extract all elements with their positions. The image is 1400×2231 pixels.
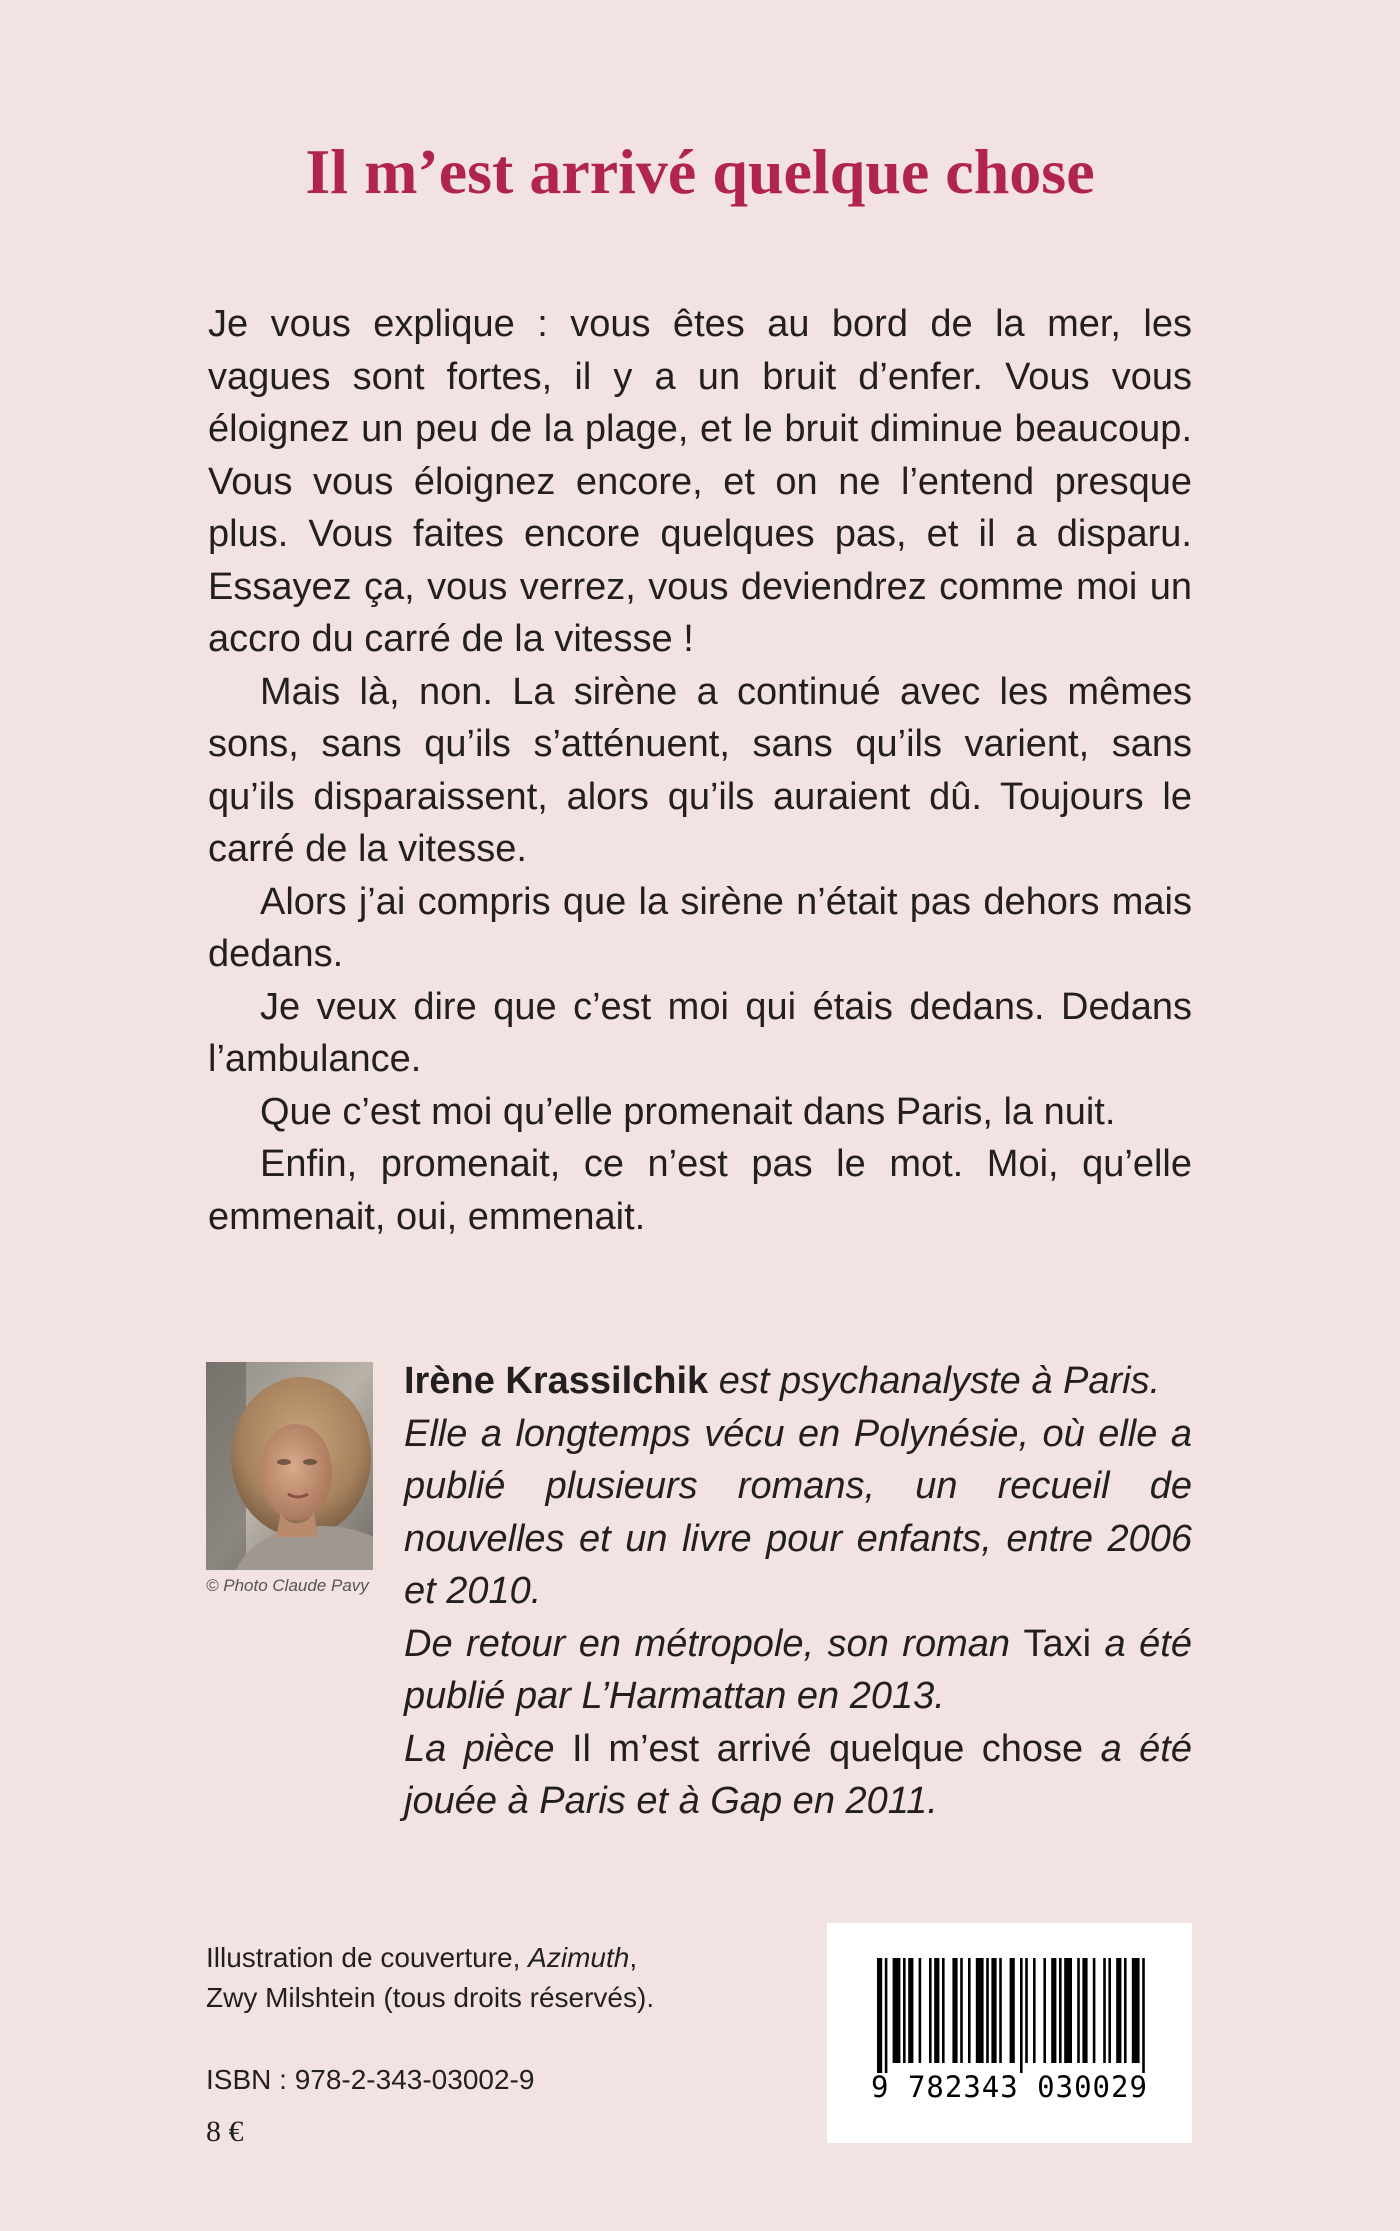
book-title-taxi: Taxi (1023, 1622, 1092, 1665)
bio-line (404, 1723, 1192, 1828)
barcode-bar (960, 1958, 963, 2063)
barcode-bar (991, 1958, 996, 2063)
excerpt-paragraph: Enfin, promenait, ce n’est pas le mot. Moi, qu’elle emmenait, oui, emmenait. (208, 1143, 1192, 1238)
back-cover-excerpt (208, 298, 1192, 1243)
author-name: Irène Krassilchik (404, 1360, 709, 1402)
barcode-bar (942, 1958, 945, 2063)
artwork-title: Azimuth (528, 1942, 630, 1973)
barcode-bar (1059, 1958, 1062, 2063)
barcode-bar (908, 1958, 913, 2063)
bio-text: a été jouée à Paris et à Gap en 2011. (404, 1727, 1192, 1822)
barcode-bar (1132, 1958, 1140, 2063)
barcode-bar (934, 1958, 939, 2063)
barcode-bar (877, 1958, 882, 2073)
bio-text: a été publié par L’Harmattan en 2013. (404, 1622, 1192, 1717)
barcode-bar (968, 1958, 971, 2063)
barcode-bar (1064, 1958, 1072, 2063)
excerpt-paragraph: Que c’est moi qu’elle promenait dans Paris, la nuit. (260, 1090, 1116, 1133)
credit-text: , (629, 1942, 638, 1973)
credit-text: Illustration de couverture, (206, 1942, 529, 1973)
cover-credit-line (206, 1938, 654, 1978)
barcode-bar (1093, 1958, 1096, 2063)
barcode-bar (885, 1958, 888, 2073)
play-title: Il m’est arrivé quelque chose (571, 1727, 1084, 1770)
barcode-bar (1142, 1958, 1145, 2073)
excerpt-paragraph: Je veux dire que c’est moi qui étais dedans. Dedans l’ambulance. (208, 985, 1192, 1080)
excerpt-paragraph: Alors j’ai compris que la sirène n’était pas dehors mais dedans. (208, 880, 1192, 975)
barcode-bar (1077, 1958, 1080, 2063)
author-bio (404, 1355, 1192, 1828)
cover-credit-line: Zwy Milshtein (tous droits réservés). (206, 1982, 655, 2013)
barcode-bar (1108, 1958, 1111, 2063)
barcode-bar (1020, 1958, 1023, 2073)
barcode-bar (952, 1958, 957, 2063)
excerpt-paragraph: Je vous explique : vous êtes au bord de la mer, les vagues sont fortes, il y a un bruit d’enfer. Vous vous éloignez un peu de la plage, et le bruit diminue beaucoup. Vous vous éloignez encore, et on ne l’entend presque plus. Vous faites encore quelques pas, et il a disparu. Essayez ça, vous verrez, vous deviendrez comme moi un accro du carré de la vitesse ! (208, 303, 1192, 660)
cover-credit (206, 1938, 654, 2018)
bio-line: Elle a longtemps vécu en Polynésie, où elle a publié plusieurs romans, un recueil de nouvelles et un livre pour enfants, entre 2006 et 2010. (404, 1412, 1192, 1612)
barcode-bar (976, 1958, 984, 2063)
book-title: Il m’est arrivé quelque chose (305, 136, 1095, 207)
barcode-bar (1043, 1958, 1046, 2063)
barcode-bar (999, 1958, 1002, 2063)
bio-text: est psychanalyste à Paris. (708, 1360, 1161, 1402)
bio-text: De retour en métropole, son roman (404, 1622, 1024, 1665)
barcode-bar (1103, 1958, 1106, 2063)
price: 8 € (206, 2115, 244, 2148)
barcode-bar (1116, 1958, 1121, 2063)
barcode-bar (903, 1958, 906, 2063)
excerpt-paragraph: Mais là, non. La sirène a continué avec les mêmes sons, sans qu’ils s’atténuent, sans qu’ils varient, sans qu’ils disparaissent, alors qu’ils auraient dû. Toujours le carré de la vitesse. (208, 670, 1192, 870)
barcode-bar (893, 1958, 901, 2063)
photo-credit: © Photo Claude Pavy (206, 1576, 369, 1595)
barcode-bar (1082, 1958, 1087, 2063)
barcode-bar (1025, 1958, 1028, 2063)
barcode-bars (827, 1923, 1192, 2143)
author-photo (206, 1362, 373, 1570)
isbn: ISBN : 978-2-343-03002-9 (206, 2064, 535, 2095)
barcode-bar (929, 1958, 932, 2063)
barcode-digits: 9 782343 030029 (871, 2070, 1148, 2104)
bio-line (404, 1618, 1192, 1723)
barcode-bar (1010, 1958, 1015, 2063)
barcode-bar (1033, 1958, 1036, 2063)
barcode-bar (1051, 1958, 1056, 2063)
bio-text: La pièce (404, 1727, 572, 1770)
bio-line (404, 1355, 1192, 1408)
barcode (827, 1923, 1192, 2143)
barcode-bar (1124, 1958, 1127, 2063)
barcode-bar (986, 1958, 989, 2063)
barcode-bar (919, 1958, 922, 2063)
